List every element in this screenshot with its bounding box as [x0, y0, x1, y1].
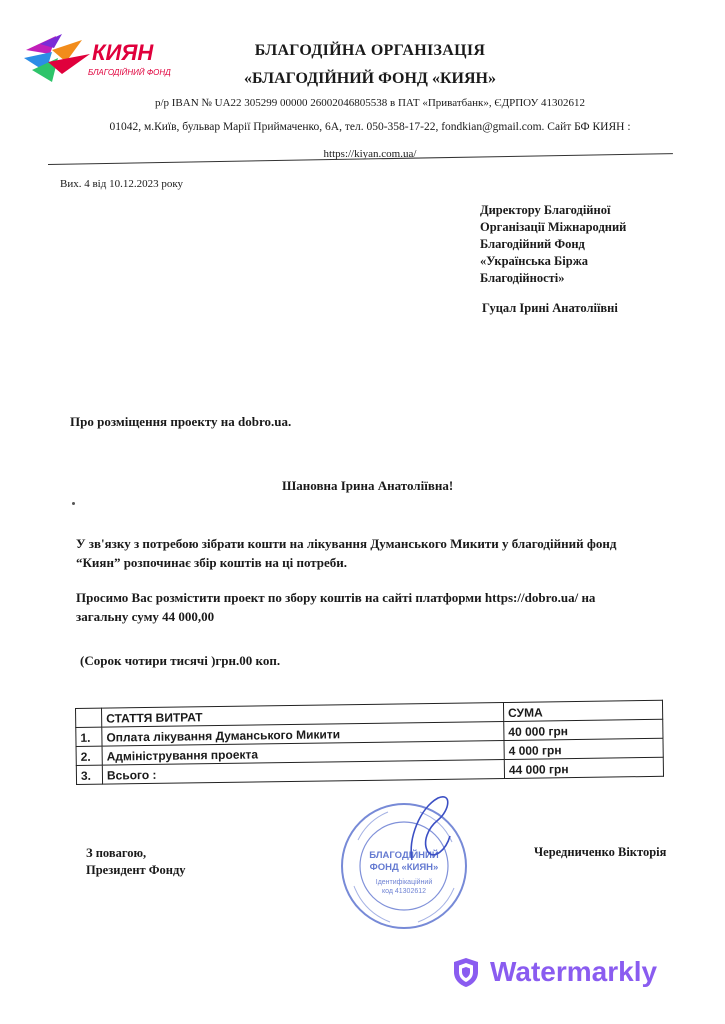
bank-details: р/р IBAN № UA22 305299 00000 26002046805538 в ПАТ «Приватбанк», ЄДРПОУ 41302612	[154, 97, 586, 109]
addressee-line: «Українська Біржа	[480, 254, 589, 268]
shield-icon	[452, 956, 480, 988]
body-paragraph-1	[76, 534, 696, 572]
addressee-block	[480, 202, 680, 287]
row-sum: 4 000 грн	[504, 738, 663, 759]
row-item: Всього :	[102, 760, 504, 785]
fund-logo	[22, 32, 172, 92]
header-num-cell	[76, 708, 102, 727]
org-address: 01042, м.Київ, бульвар Марії Приймаченко, 6А, тел. 050-358-17-22, fondkian@gmail.com. Сайт БФ КИЯН :	[109, 121, 631, 133]
row-num: 3.	[76, 765, 102, 784]
org-name: «БЛАГОДІЙНИЙ ФОНД «КИЯН»	[244, 70, 496, 87]
row-sum: 40 000 грн	[504, 719, 663, 740]
row-item: Адміністрування проекта	[102, 741, 504, 766]
row-num: 1.	[76, 727, 102, 746]
header-item-cell: СТАТТЯ ВИТРАТ	[102, 703, 504, 728]
org-website: https://kiyan.com.ua/	[323, 148, 417, 160]
stamp-code-label: Ідентифікаційний	[375, 879, 433, 886]
body-paragraph-2	[76, 588, 696, 626]
body-line: “Киян” розпочинає збір коштів на ці потреби.	[76, 555, 348, 570]
body-line: Просимо Вас розмістити проект по збору коштів на сайті платформи https://dobro.ua/ на	[76, 590, 596, 605]
body-line: загальну суму 44 000,00	[76, 609, 215, 624]
addressee-line: Директору Благодійної	[480, 203, 611, 217]
letter-greeting: Шановна Ірина Анатоліївна!	[282, 478, 454, 493]
closing-title: Президент Фонду	[86, 863, 186, 877]
outgoing-reference: Вих. 4 від 10.12.2023 року	[60, 178, 184, 190]
stamp-line: БЛАГОДІЙНИЙ	[369, 850, 439, 861]
signer-name: Чередниченко Вікторія	[534, 845, 667, 859]
logo-emblem-icon	[22, 32, 94, 88]
logo-name: КИЯН	[92, 40, 154, 65]
expenses-table	[75, 700, 664, 785]
stamp-line: ФОНД «КИЯН»	[369, 862, 439, 873]
body-line: У зв'язку з потребою зібрати кошти на лікування Думанського Микити у благодійний фонд	[76, 536, 617, 551]
addressee-name: Гуцал Ірині Анатоліївні	[482, 301, 618, 315]
row-sum: 44 000 грн	[504, 757, 663, 778]
handwritten-signature	[398, 790, 458, 870]
letter-subject: Про розміщення проекту на dobro.ua.	[70, 414, 292, 429]
header-sum-cell: СУМА	[503, 700, 662, 721]
amount-in-words: (Сорок чотири тисячі )грн.00 коп.	[80, 653, 281, 668]
addressee-line: Благодійний Фонд	[480, 237, 585, 251]
watermark-text: Watermarkly	[490, 956, 658, 987]
scan-speck	[72, 502, 75, 505]
row-num: 2.	[76, 746, 102, 765]
closing-block	[86, 845, 186, 879]
org-type: БЛАГОДІЙНА ОРГАНІЗАЦІЯ	[254, 42, 486, 59]
closing-line: З повагою,	[86, 846, 147, 860]
row-item: Оплата лікування Думанського Микити	[102, 722, 504, 747]
stamp-code: код 41302612	[381, 888, 427, 895]
logo-subtitle: БЛАГОДІЙНИЙ ФОНД	[88, 68, 171, 77]
addressee-line: Організації Міжнародний	[480, 220, 627, 234]
watermark	[452, 952, 657, 992]
addressee-line: Благодійності»	[480, 271, 565, 285]
